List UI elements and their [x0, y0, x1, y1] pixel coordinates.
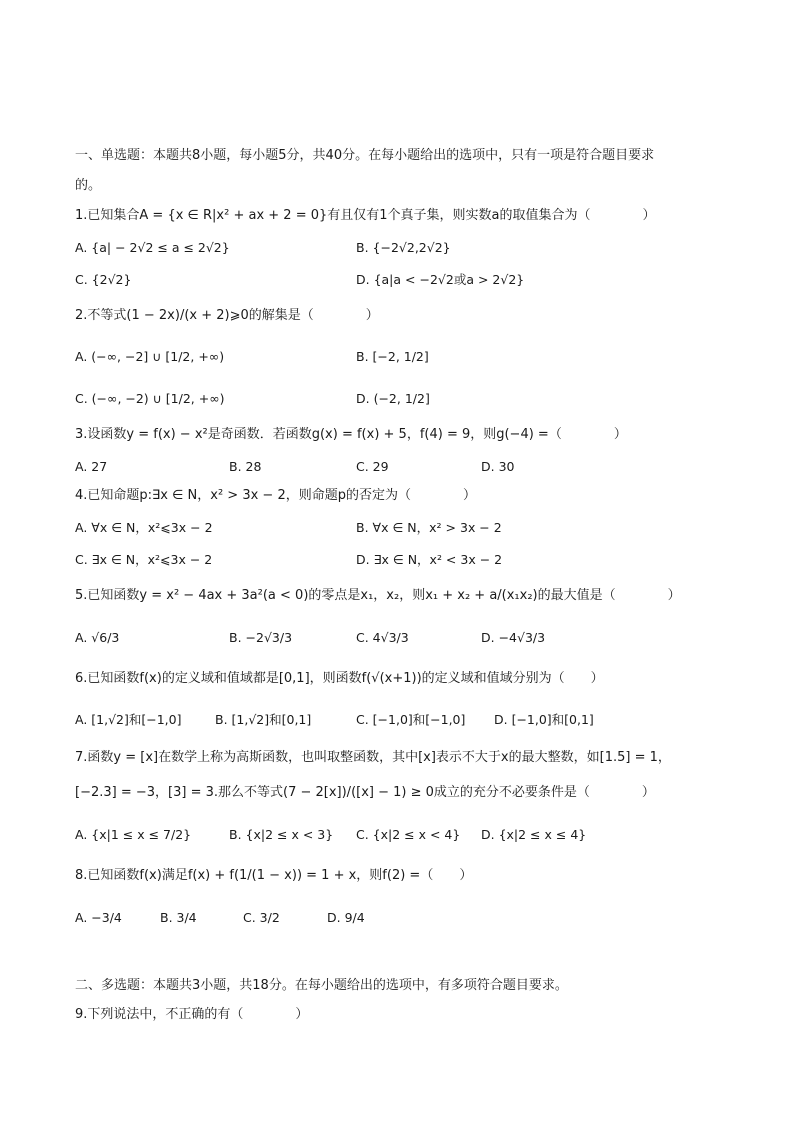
question-8-option-c: C. 3/2 [243, 910, 280, 925]
question-3-stem: 3.设函数y = f(x) − x²是奇函数．若函数g(x) = f(x) + 5，f(4) = 9，则g(−4) =（ ） [75, 427, 627, 442]
question-2-option-c: C. (−∞, −2) ∪ [1/2, +∞) [75, 391, 225, 406]
question-6-option-b: B. [1,√2]和[0,1] [215, 712, 312, 727]
question-4-option-a: A. ∀x ∈ N，x²⩽3x − 2 [75, 520, 213, 535]
question-4-option-d: D. ∃x ∈ N，x² < 3x − 2 [356, 552, 503, 567]
question-6-option-a: A. [1,√2]和[−1,0] [75, 712, 182, 727]
question-7-option-d: D. {x|2 ≤ x ≤ 4} [481, 827, 587, 842]
question-5-option-a: A. √6/3 [75, 630, 120, 645]
question-5-stem: 5.已知函数y = x² − 4ax + 3a²(a < 0)的零点是x₁，x₂，则x₁ + x₂ + a/(x₁x₂)的最大值是（ ） [75, 588, 681, 603]
question-7-stem-line2: [−2.3] = −3，[3] = 3.那么不等式(7 − 2[x])/([x] − 1) ≥ 0成立的充分不必要条件是（ ） [75, 785, 655, 800]
question-1-option-d: D. {a|a < −2√2或a > 2√2} [356, 272, 525, 287]
question-4-stem: 4.已知命题p:∃x ∈ N，x² > 3x − 2，则命题p的否定为（ ） [75, 488, 476, 503]
question-7-option-a: A. {x|1 ≤ x ≤ 7/2} [75, 827, 192, 842]
section1-heading-line1: 一、单选题：本题共8小题，每小题5分，共40分。在每小题给出的选项中，只有一项是符合题目要求 [75, 148, 655, 163]
question-6-stem: 6.已知函数f(x)的定义域和值域都是[0,1]，则函数f(√(x+1))的定义域和值域分别为（ ） [75, 671, 604, 686]
question-7-option-b: B. {x|2 ≤ x < 3} [229, 827, 334, 842]
question-2-option-d: D. (−2, 1/2] [356, 391, 430, 406]
question-3-option-a: A. 27 [75, 459, 108, 474]
question-4-option-b: B. ∀x ∈ N，x² > 3x − 2 [356, 520, 502, 535]
question-2-option-b: B. [−2, 1/2] [356, 349, 429, 364]
question-6-option-d: D. [−1,0]和[0,1] [494, 712, 594, 727]
question-7-stem-line1: 7.函数y = [x]在数学上称为高斯函数，也叫取整函数，其中[x]表示不大于x的最大整数，如[1.5] = 1， [75, 750, 671, 765]
question-7-option-c: C. {x|2 ≤ x < 4} [356, 827, 461, 842]
question-5-option-b: B. −2√3/3 [229, 630, 293, 645]
question-3-option-d: D. 30 [481, 459, 515, 474]
question-8-option-b: B. 3/4 [160, 910, 197, 925]
question-1-option-c: C. {2√2} [75, 272, 132, 287]
question-5-option-c: C. 4√3/3 [356, 630, 409, 645]
question-3-option-b: B. 28 [229, 459, 262, 474]
question-4-option-c: C. ∃x ∈ N，x²⩽3x − 2 [75, 552, 213, 567]
section2-heading: 二、多选题：本题共3小题，共18分。在每小题给出的选项中，有多项符合题目要求。 [75, 978, 568, 993]
question-5-option-d: D. −4√3/3 [481, 630, 546, 645]
question-9-stem: 9.下列说法中，不正确的有（ ） [75, 1007, 309, 1022]
question-6-option-c: C. [−1,0]和[−1,0] [356, 712, 466, 727]
section1-heading-line2: 的。 [75, 178, 102, 193]
question-1-option-b: B. {−2√2,2√2} [356, 240, 451, 255]
question-2-stem: 2.不等式(1 − 2x)/(x + 2)⩾0的解集是（ ） [75, 308, 379, 323]
question-2-option-a: A. (−∞, −2] ∪ [1/2, +∞) [75, 349, 225, 364]
question-8-option-d: D. 9/4 [327, 910, 365, 925]
question-1-stem: 1.已知集合A = {x ∈ R|x² + ax + 2 = 0}有且仅有1个真子集，则实数a的取值集合为（ ） [75, 208, 656, 223]
question-3-option-c: C. 29 [356, 459, 389, 474]
question-1-option-a: A. {a| − 2√2 ≤ a ≤ 2√2} [75, 240, 230, 255]
question-8-option-a: A. −3/4 [75, 910, 122, 925]
question-8-stem: 8.已知函数f(x)满足f(x) + f(1/(1 − x)) = 1 + x，则f(2) =（ ） [75, 868, 473, 883]
